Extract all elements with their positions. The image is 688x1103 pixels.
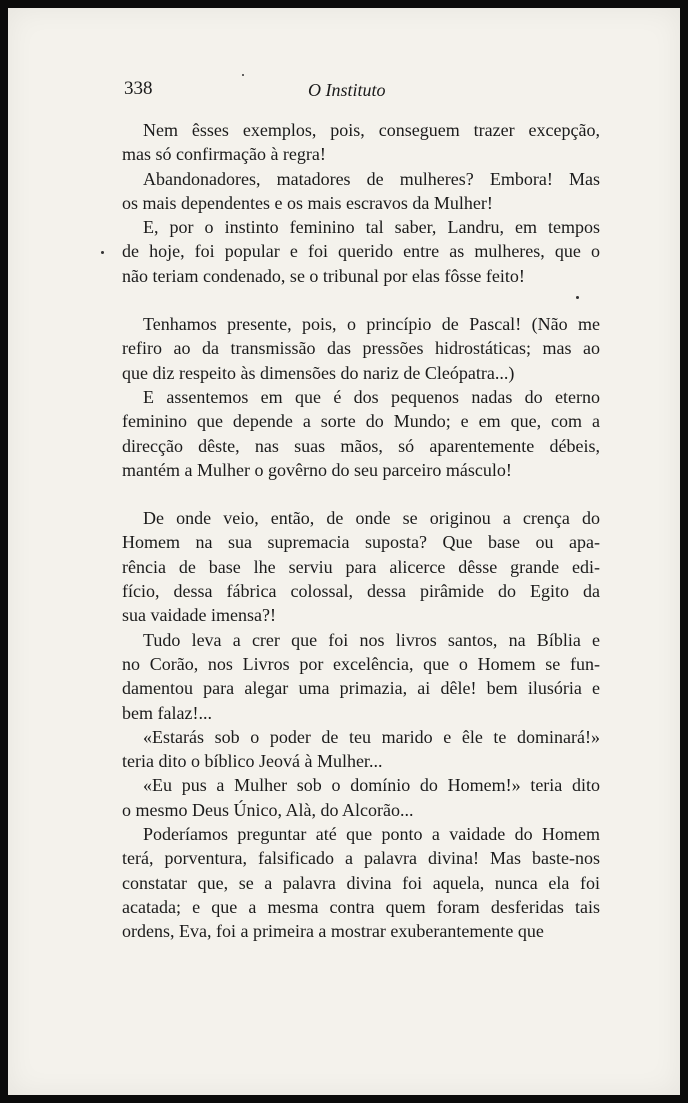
paragraph <box>122 822 600 943</box>
text-line: E, por o instinto feminino tal saber, Landru, em tempos <box>143 217 600 238</box>
text-line: ordens, Eva, foi a primeira a mostrar exuberantemente que <box>122 921 544 942</box>
text-line: os mais dependentes e os mais escravos da Mulher! <box>122 192 493 213</box>
text-line: de hoje, foi popular e foi querido entre as mulheres, que o <box>122 241 600 262</box>
text-line: Poderíamos preguntar até que ponto a vaidade do Homem <box>143 824 600 845</box>
page-header <box>8 76 680 106</box>
text-line: «Eu pus a Mulher sob o domínio do Homem!» teria dito <box>143 775 600 796</box>
text-line: terá, porventura, falsificado a palavra divina! Mas baste-nos <box>122 848 600 869</box>
text-line: sua vaidade imensa?! <box>122 605 276 626</box>
text-line: Tenhamos presente, pois, o princípio de Pascal! (Não me <box>143 314 600 335</box>
text-line: não teriam condenado, se o tribunal por elas fôsse feito! <box>122 265 525 286</box>
text-line: direcção dêste, nas suas mãos, só aparentemente débeis, <box>122 435 600 456</box>
text-section <box>122 506 600 943</box>
text-line: no Corão, nos Livros por excelência, que o Homem se fun- <box>122 653 600 674</box>
page-body <box>122 118 600 944</box>
paragraph <box>122 725 600 774</box>
text-line: Nem êsses exemplos, pois, conseguem trazer excepção, <box>143 120 600 140</box>
text-line: teria dito o bíblico Jeová à Mulher... <box>122 751 383 772</box>
text-line: rência de base lhe serviu para alicerce dêsse grande edi- <box>122 556 600 577</box>
text-line: De onde veio, então, de onde se originou a crença do <box>143 508 600 529</box>
text-line: damentou para alegar uma primazia, ai dêle! bem ilusória e <box>122 678 600 699</box>
text-line: constatar que, se a palavra divina foi aquela, nunca ela foi <box>122 872 600 893</box>
paragraph <box>122 773 600 822</box>
text-section <box>122 312 600 482</box>
text-line: o mesmo Deus Único, Alà, do Alcorão... <box>122 799 414 820</box>
text-line: «Estarás sob o poder de teu marido e êle te dominará!» <box>143 726 600 747</box>
text-line: acatada; e que a mesma contra quem foram desferidas tais <box>122 896 600 917</box>
page-number: 338 <box>124 78 153 99</box>
running-head: O Instituto <box>308 80 386 100</box>
paragraph <box>122 215 600 288</box>
text-line: E assentemos em que é dos pequenos nadas do eterno <box>143 386 600 407</box>
ink-speck <box>242 74 244 76</box>
text-line: Tudo leva a crer que foi nos livros santos, na Bíblia e <box>143 629 600 650</box>
paragraph <box>122 628 600 725</box>
text-section <box>122 118 600 288</box>
text-line: Abandonadores, matadores de mulheres? Embora! Mas <box>143 168 600 189</box>
text-line: mas só confirmação à regra! <box>122 144 326 165</box>
paragraph <box>122 167 600 216</box>
paragraph <box>122 118 600 167</box>
text-line: fício, dessa fábrica colossal, dessa pirâmide do Egito da <box>122 581 600 602</box>
ink-speck <box>101 251 104 254</box>
text-line: feminino que depende a sorte do Mundo; e em que, com a <box>122 411 600 432</box>
text-line: bem falaz!... <box>122 702 212 723</box>
ink-speck <box>576 296 579 299</box>
paragraph <box>122 312 600 385</box>
text-line: que diz respeito às dimensões do nariz de Cleópatra...) <box>122 362 515 383</box>
text-line: refiro ao da transmissão das pressões hidrostáticas; mas ao <box>122 338 600 359</box>
text-line: mantém a Mulher o govêrno do seu parceiro másculo! <box>122 459 512 480</box>
paragraph <box>122 506 600 627</box>
book-page <box>8 8 680 1095</box>
text-line: Homem na sua supremacia suposta? Que base ou apa- <box>122 532 600 553</box>
paragraph <box>122 385 600 482</box>
